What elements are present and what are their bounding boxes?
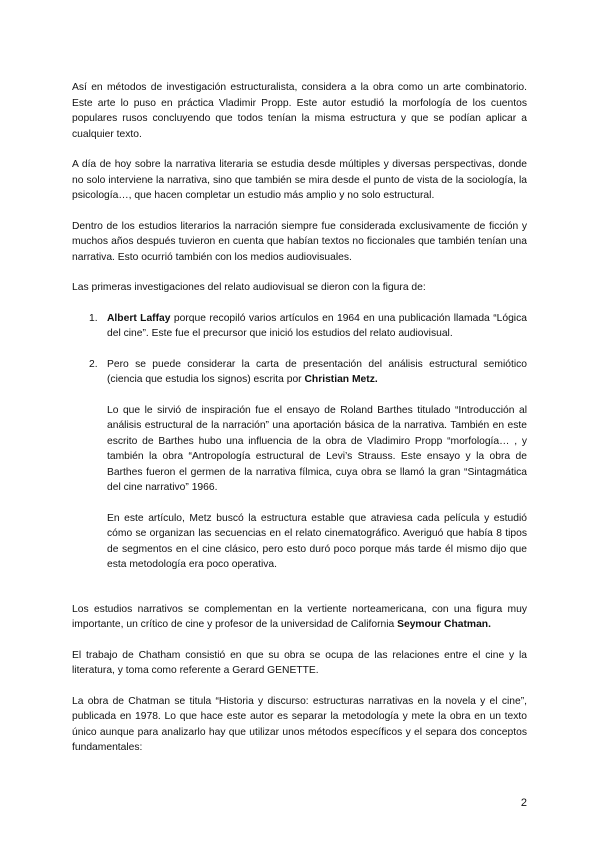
spacer [72, 588, 527, 602]
list-item-text: Pero se puede considerar la carta de presentación del análisis estructural semiótico (ciencia que estudia los signos) escrita por Christian Metz. [107, 358, 527, 385]
numbered-list [72, 311, 527, 573]
list-number: 1. [89, 312, 98, 324]
page-number: 2 [520, 797, 527, 809]
paragraph-3: Dentro de los estudios literarios la narración siempre fue considerada exclusivamente de ficción y muchos años después tuvieron en cuenta que habían textos no ficcionales que también tenían una narrativa. Esto ocurrió también con los medios audiovisuales. [72, 220, 527, 263]
list-item-text: Albert Laffay porque recopiló varios artículos en 1964 en una publicación llamada “Lógica del cine”. Este fue el precursor que inició los estudios del relato audiovisual. [107, 312, 527, 339]
list-subparagraph-1: Lo que le sirvió de inspiración fue el ensayo de Roland Barthes titulado “Introducción al análisis estructural de la narración” una aportación básica de la narrativa. También en este escrito de Barthes hubo una influencia de la obra de Vladimiro Propp “morfología… , y también la obra “Antropología estructural de Levi’s Strauss. Este ensayo y la obra de Barthes fueron el germen de la narrativa fílmica, cuya obra se llamó la gran “Sintagmática del cine narrativo” 1966. [107, 404, 527, 493]
bold-name: Albert Laffay [107, 312, 171, 324]
paragraph-7: La obra de Chatman se titula “Historia y discurso: estructuras narrativas en la novela y el cine”, publicada en 1978. Lo que hace este autor es separar la metodología y mete la obra en un texto único aunque para analizarlo hay que utilizar unos métodos específicos y el separa dos conceptos fundamentales: [72, 695, 527, 753]
paragraph-1: Así en métodos de investigación estructuralista, considera a la obra como un arte combinatorio. Este arte lo puso en práctica Vladimir Propp. Este autor estudió la morfología de los cuentos populares rusos concluyendo que todos tenían la misma estructura y que se podían aplicar a cualquier texto. [72, 82, 527, 140]
paragraph-2: A día de hoy sobre la narrativa literaria se estudia desde múltiples y diversas perspectivas, donde no solo interviene la narrativa, sino que también se mira desde el punto de vista de la sociología, la psicología…, que hacen completar un estudio más amplio y no solo estructural. [72, 159, 527, 201]
list-number: 2. [89, 358, 98, 370]
bold-name: Christian Metz. [304, 374, 378, 385]
paragraph-4: Las primeras investigaciones del relato audiovisual se dieron con la figura de: [72, 282, 426, 293]
paragraph-5: Los estudios narrativos se complementan en la vertiente norteamericana, con una figura muy importante, un crítico de cine y profesor de la universidad de California Seymour Chatman. [72, 603, 527, 630]
page-content [72, 80, 527, 771]
list-item [72, 357, 527, 573]
bold-name: Seymour Chatman. [397, 619, 491, 630]
list-item [72, 311, 527, 342]
paragraph-6: El trabajo de Chatham consistió en que su obra se ocupa de las relaciones entre el cine y la literatura, y toma como referente a Gerard GENETTE. [72, 649, 527, 676]
list-subparagraph-2: En este artículo, Metz buscó la estructura estable que atraviesa cada película y estudió cómo se organizan las secuencias en el relato cinematográfico. Averiguó que había 8 tipos de segmentos en el cine clásico, pero esto duró poco porque más tarde él mismo dijo que esta metodología era poco operativa. [107, 512, 527, 570]
